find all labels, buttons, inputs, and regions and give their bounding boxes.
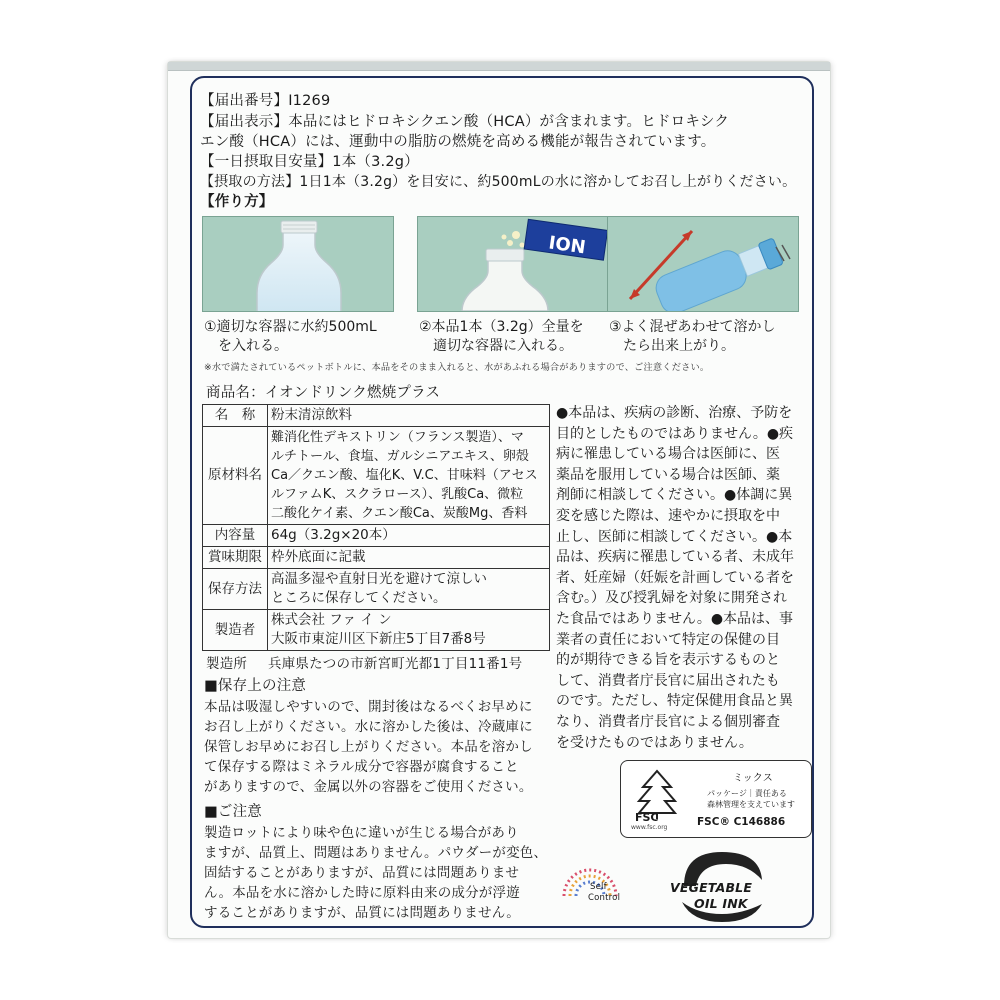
fsc-url: www.fsc.org	[631, 824, 668, 831]
spec-label-maker: 製造者	[203, 610, 268, 651]
step1-illustration	[202, 216, 394, 312]
spec-value-expiry: 枠外底面に記載	[268, 547, 550, 569]
spec-label-ingredients: 原材料名	[203, 427, 268, 525]
table-row	[203, 547, 550, 569]
fsc-label	[620, 760, 812, 838]
disclaimer-line: た食品ではありません。●本品は、事	[556, 610, 794, 627]
step1-caption-line1: ①適切な容器に水約500mL	[204, 319, 377, 335]
ingredients-line: ルファムK、スクラロース）、乳酸Ca、微粒	[271, 487, 524, 502]
disclaimer-line: 業者の責任において特定の保健の目	[556, 631, 780, 648]
step2-illustration	[417, 216, 609, 312]
disclaimer-line: を受けたものではありません。	[556, 734, 753, 751]
shake-bottle-icon	[608, 217, 798, 311]
vegetable-ink-line2: OIL INK	[694, 896, 748, 911]
storage-line: 高温多湿や直射日光を避けて涼しい	[271, 571, 487, 587]
storage-note-line: て保存する際はミネラル成分で容器が腐食すること	[204, 759, 519, 775]
table-row	[203, 610, 550, 651]
spec-value-storage	[268, 569, 550, 610]
spec-label-storage: 保存方法	[203, 569, 268, 610]
disclaimer-line: 剤師に相談してください。●体調に異	[556, 487, 793, 504]
spec-value-ingredients	[268, 427, 550, 525]
self-control-line1: Self	[590, 882, 607, 892]
daily-amount: 【一日摂取目安量】1本（3.2g）	[200, 154, 419, 170]
disclaimer-line: なり、消費者庁長官による個別審査	[556, 713, 780, 730]
disclaimer-line: のです。ただし、特定保健用食品と異	[556, 693, 793, 710]
spec-label-name: 名 称	[203, 405, 268, 427]
caution-line: 固結することがありますが、品質には問題ありませ	[204, 865, 520, 881]
disclaimer-line: ●本品は、疾病の診断、治療、予防を	[556, 405, 793, 421]
self-control-line2: Control	[588, 893, 621, 903]
fsc-desc1: パッケージ｜責任ある	[707, 789, 787, 798]
disclaimer-line: 止し、医師に相談してください。●本	[556, 528, 793, 545]
howto-note: ※水で満たされているペットボトルに、本品をそのまま入れると、水があふれる場合がありますので、ご注意ください。	[204, 362, 710, 373]
how-to-take: 【摂取の方法】1日1本（3.2g）を目安に、約500mLの水に溶かしてお召し上がりください。	[200, 174, 797, 190]
package-top-edge	[168, 62, 830, 71]
spec-label-content: 内容量	[203, 525, 268, 547]
pour-packet-icon	[418, 217, 608, 311]
factory-value: 兵庫県たつの市新宮町光都1丁目11番1号	[268, 656, 523, 672]
disclaimer-line: 目的としたものではありません。●疾	[556, 425, 794, 442]
cautions-heading: ■ご注意	[204, 804, 262, 820]
fsc-logo-text: FSC	[635, 811, 659, 824]
vegetable-ink-line1: VEGETABLE	[670, 880, 753, 895]
table-row	[203, 427, 550, 525]
product-spec-table	[202, 404, 550, 651]
product-name: 商品名：イオンドリンク燃焼プラス	[206, 385, 441, 401]
step2-caption-line2: 適切な容器に入れる。	[419, 338, 573, 354]
spec-value-maker	[268, 610, 550, 651]
fsc-mix: ミックス	[733, 773, 773, 784]
notification-number: 【届出番号】I1269	[200, 93, 331, 109]
fsc-code: FSC® C146886	[697, 816, 786, 828]
table-row	[203, 569, 550, 610]
storage-line: ところに保存してください。	[271, 590, 447, 606]
bottle-with-water-icon	[203, 217, 393, 311]
ingredients-line: ルチトール、食塩、ガルシニアエキス、卵殻	[271, 449, 529, 464]
howto-heading: 【作り方】	[200, 194, 274, 210]
disclaimer-line: 者、妊産婦（妊娠を計画している者を	[556, 569, 794, 586]
spec-value-content: 64g（3.2g×20本）	[268, 525, 550, 547]
step3-caption-line1: ③よく混ぜあわせて溶かし	[609, 319, 776, 335]
fsc-desc2: 森林管理を支えています	[707, 800, 795, 809]
storage-note-line: 本品は吸湿しやすいので、開封後はなるべくお早めに	[204, 699, 533, 715]
packet-brand-text: ION	[547, 232, 587, 259]
caution-line: 製造ロットにより味や色に違いが生じる場合があり	[204, 825, 519, 841]
disclaimer-line: 病に罹患している場合は医師に、医	[556, 446, 780, 463]
step1-caption-line2: を入れる。	[204, 338, 288, 354]
disclaimer-line: 変を感じた際は、速やかに摂取を中	[556, 507, 780, 524]
spec-value-name: 粉末清涼飲料	[268, 405, 550, 427]
disclaimer-line: 含む。）及び授乳婦を対象に開発され	[556, 590, 787, 607]
table-row	[203, 525, 550, 547]
storage-note-line: 保管しお早めにお召し上がりください。本品を溶かし	[204, 739, 533, 755]
caution-line: ますが、品質上、問題はありません。パウダーが変色、	[204, 845, 548, 861]
disclaimer-line: 品は、疾病に罹患している者、未成年	[556, 549, 794, 566]
ingredients-line: Ca／クエン酸、塩化K、V.C、甘味料（アセス	[271, 468, 538, 483]
disclaimer-block	[556, 403, 794, 753]
step3-illustration	[607, 216, 799, 312]
storage-notes-heading: ■保存上の注意	[204, 678, 307, 694]
disclaimer-line: して、消費者庁長官に届出されたも	[556, 672, 780, 689]
table-row	[203, 405, 550, 427]
maker-line: 株式会社 ファ イ ン	[271, 612, 392, 628]
caution-line: ん。本品を水に溶かした時に原料由来の成分が浮遊	[204, 885, 520, 901]
notification-display-line1: 【届出表示】本品にはヒドロキシクエン酸（HCA）が含まれます。ヒドロキシク	[200, 114, 730, 130]
disclaimer-line: 薬品を服用している場合は医師、薬	[556, 466, 780, 483]
caution-line: することがありますが、品質には問題ありません。	[204, 905, 520, 921]
ingredients-line: 二酸化ケイ素、クエン酸Ca、炭酸Mg、香料	[271, 506, 528, 521]
maker-line: 大阪市東淀川区下新庄5丁目7番8号	[271, 631, 486, 647]
storage-note-line: お召し上がりください。水に溶かした後は、冷蔵庫に	[204, 719, 533, 735]
notification-display-line2: エン酸（HCA）には、運動中の脂肪の燃焼を高める機能が報告されています。	[200, 134, 716, 150]
disclaimer-line: 的が期待できる旨を表示するものと	[556, 652, 780, 669]
step2-caption-line1: ②本品1本（3.2g）全量を	[419, 319, 584, 335]
factory-label: 製造所	[206, 656, 248, 672]
step3-caption-line2: たら出来上がり。	[609, 338, 735, 354]
ingredients-line: 難消化性デキストリン（フランス製造）、マ	[271, 430, 524, 445]
storage-note-line: がありますので、金属以外の容器をご使用ください。	[204, 779, 533, 795]
spec-label-expiry: 賞味期限	[203, 547, 268, 569]
